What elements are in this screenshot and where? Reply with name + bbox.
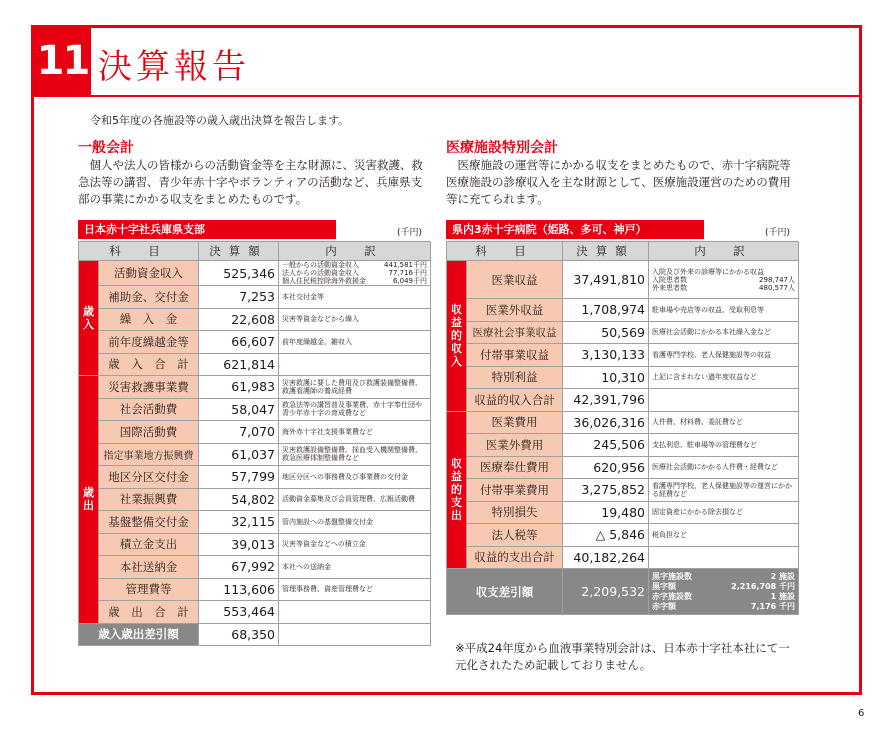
row-amount: 22,608 (199, 308, 279, 331)
row-note (279, 601, 431, 624)
row-amount: 245,506 (563, 434, 649, 457)
row-item: 社業振興費 (99, 488, 199, 511)
row-item: 災害救護事業費 (99, 376, 199, 399)
medical-difference-notes: 黒字施設数 2 施設 黒字額 2,216,708 千円 赤字施設数 1 施設 赤字額 7,176 千円 (649, 569, 799, 615)
row-amount: 66,607 (199, 331, 279, 354)
table-row (79, 601, 431, 624)
row-amount: 113,606 (199, 578, 279, 601)
row-item: 地区分区交付金 (99, 466, 199, 489)
row-amount: 525,346 (199, 261, 279, 286)
row-note: 管理事務費、資産管理費など (279, 578, 431, 601)
row-note (649, 546, 799, 569)
row-note: 医療社会活動にかかる人件費・経費など (649, 456, 799, 479)
row-amount: 61,983 (199, 376, 279, 399)
general-expense-label: 歳 出 (79, 376, 99, 624)
medical-expense-label: 収 益 的 支 出 (447, 411, 467, 569)
general-heading: 一般会計 (78, 140, 134, 156)
row-item: 活動資金収入 (99, 261, 199, 286)
row-amount: 621,814 (199, 353, 279, 376)
row-item: 法人税等 (467, 524, 563, 547)
general-difference-amount: 68,350 (199, 623, 279, 646)
row-item: 指定事業地方振興費 (99, 443, 199, 466)
row-amount: 553,464 (199, 601, 279, 624)
table-row (447, 456, 799, 479)
row-note (279, 353, 431, 376)
table-row (447, 501, 799, 524)
row-note: 看護専門学校、老人保健施設等の運営にかかる経費など (649, 479, 799, 502)
table-row (447, 546, 799, 569)
medical-table (446, 241, 799, 615)
row-item: 国際活動費 (99, 421, 199, 444)
table-row (79, 421, 431, 444)
row-amount: 10,310 (563, 366, 649, 389)
general-unit: (千円) (397, 228, 423, 238)
row-item: 医業外収益 (467, 299, 563, 322)
row-amount: 7,253 (199, 286, 279, 309)
row-amount: 54,802 (199, 488, 279, 511)
row-note: 災害等資金などから繰入 (279, 308, 431, 331)
table-row (447, 524, 799, 547)
table-row (79, 533, 431, 556)
general-difference-row (79, 623, 431, 646)
row-item: 本社送納金 (99, 556, 199, 579)
row-item: 補助金、交付金 (99, 286, 199, 309)
row-item: 歳 出 合 計 (99, 601, 199, 624)
table-row (79, 556, 431, 579)
row-amount: 37,491,810 (563, 261, 649, 299)
row-amount: 61,037 (199, 443, 279, 466)
table-row (447, 261, 799, 299)
general-header-row (79, 242, 431, 261)
table-row (79, 466, 431, 489)
row-item: 管理費等 (99, 578, 199, 601)
row-note: 活動資金募集及び会員管理費、広報活動費 (279, 488, 431, 511)
row-amount: 1,708,974 (563, 299, 649, 322)
row-note: 医療社会活動にかかる本社繰入金など (649, 321, 799, 344)
row-amount: 39,013 (199, 533, 279, 556)
table-row (447, 366, 799, 389)
row-item: 付帯事業収益 (467, 344, 563, 367)
row-note: 税負担など (649, 524, 799, 547)
medical-revenue-label: 収 益 的 収 入 (447, 261, 467, 412)
medical-difference-amount: 2,209,532 (563, 569, 649, 615)
row-item: 特別利益 (467, 366, 563, 389)
medical-header-amount: 決算額 (563, 242, 649, 261)
row-item: 基盤整備交付金 (99, 511, 199, 534)
row-note: 上記に含まれない過年度収益など (649, 366, 799, 389)
row-amount: 32,115 (199, 511, 279, 534)
row-item: 医療社会事業収益 (467, 321, 563, 344)
row-item: 前年度繰越金等 (99, 331, 199, 354)
table-row (79, 511, 431, 534)
row-note: 本社交付金等 (279, 286, 431, 309)
intro-text: 令和5年度の各施設等の歳入歳出決算を報告します。 (90, 114, 350, 127)
row-note: 管内施設への基盤整備交付金 (279, 511, 431, 534)
row-item: 社会活動費 (99, 398, 199, 421)
table-row (447, 434, 799, 457)
table-row (79, 286, 431, 309)
general-header-notes: 内 訳 (279, 242, 431, 261)
row-note (649, 389, 799, 412)
row-amount: 40,182,264 (563, 546, 649, 569)
row-amount: 19,480 (563, 501, 649, 524)
row-amount: 3,275,852 (563, 479, 649, 502)
row-item: 付帯事業費用 (467, 479, 563, 502)
medical-band: 県内3赤十字病院（姫路、多可、神戸） (446, 220, 704, 239)
row-note: 災害等資金などへの積立金 (279, 533, 431, 556)
general-paragraph: 個人や法人の皆様からの活動資金等を主な財源に、災害救護、救急法等の講習、青少年赤十字やボランティアの活動など、兵庫県支部の事業にかかる収支をまとめたものです。 (78, 158, 423, 206)
row-amount: 67,992 (199, 556, 279, 579)
row-amount: △ 5,846 (563, 524, 649, 547)
row-note: 人件費、材料費、委託費など (649, 411, 799, 434)
row-note: 災害救護に要した費用及び救護装備整備費、救護看護師の養成経費 (279, 376, 431, 399)
general-table (78, 241, 431, 646)
row-amount: 7,070 (199, 421, 279, 444)
row-note: 地区分区への事務費及び事業費の交付金 (279, 466, 431, 489)
table-row (447, 344, 799, 367)
table-row (79, 488, 431, 511)
row-note: 看護専門学校、老人保健施設等の収益 (649, 344, 799, 367)
medical-header-item: 科 目 (447, 242, 563, 261)
row-notes: 一般からの活動資金収入 441,581千円 法人からの活動資金収入 77,716千円 個人住民税控除海外救援金 6,049千円 (279, 261, 431, 286)
row-amount: 620,956 (563, 456, 649, 479)
row-amount: 58,047 (199, 398, 279, 421)
row-item: 積立金支出 (99, 533, 199, 556)
row-item: 医業外費用 (467, 434, 563, 457)
table-row (447, 321, 799, 344)
general-difference-label: 歳入歳出差引額 (79, 623, 199, 646)
general-header-amount: 決算額 (199, 242, 279, 261)
table-row (447, 299, 799, 322)
row-note: 前年度繰越金、雑収入 (279, 331, 431, 354)
row-note: 駐車場や売店等の収益、受取利息等 (649, 299, 799, 322)
row-note: 救急法等の講習普及事業費、赤十字奉仕団や青少年赤十字の育成費など (279, 398, 431, 421)
table-row (79, 578, 431, 601)
row-item: 医業収益 (467, 261, 563, 299)
row-item: 医療奉仕費用 (467, 456, 563, 479)
row-item: 医業費用 (467, 411, 563, 434)
row-item: 収益的支出合計 (467, 546, 563, 569)
general-revenue-label: 歳 入 (79, 261, 99, 376)
table-row (447, 389, 799, 412)
medical-paragraph: 医療施設の運営等にかかる収支をまとめたもので、赤十字病院等医療施設の診療収入を主な財源として、医療施設運営のための費用等に充てられます。 (446, 158, 791, 206)
table-row (79, 331, 431, 354)
table-row (447, 411, 799, 434)
row-amount: 3,130,133 (563, 344, 649, 367)
row-note: 本社への送納金 (279, 556, 431, 579)
general-difference-blank (279, 623, 431, 646)
medical-difference-row (447, 569, 799, 615)
table-row (79, 353, 431, 376)
table-row (79, 308, 431, 331)
section-title: 決算報告 (98, 47, 250, 87)
page-number: 6 (858, 708, 865, 719)
row-item: 歳 入 合 計 (99, 353, 199, 376)
medical-difference-label: 収支差引額 (447, 569, 563, 615)
row-item: 繰 入 金 (99, 308, 199, 331)
section-number: 11 (34, 28, 91, 95)
row-note: 海外赤十字社支援事業費など (279, 421, 431, 444)
row-item: 特別損失 (467, 501, 563, 524)
row-amount: 50,569 (563, 321, 649, 344)
medical-header-notes: 内 訳 (649, 242, 799, 261)
general-band: 日本赤十字社兵庫県支部 (78, 220, 336, 239)
row-note: 災害救護設備整備費、採血受入機関整備費、救急医療体制整備費など (279, 443, 431, 466)
row-item: 収益的収入合計 (467, 389, 563, 412)
row-notes: 入院及び外来の診療等にかかる収益 入院患者数 298,747人 外来患者数 480,577人 (649, 261, 799, 299)
section-header (34, 28, 859, 97)
row-amount: 42,391,796 (563, 389, 649, 412)
table-row (447, 479, 799, 502)
table-row (79, 398, 431, 421)
general-header-item: 科 目 (79, 242, 199, 261)
table-row (79, 261, 431, 286)
row-amount: 36,026,316 (563, 411, 649, 434)
medical-header-row (447, 242, 799, 261)
row-note: 固定資産にかかる除去損など (649, 501, 799, 524)
table-row (79, 376, 431, 399)
row-note: 支払利息、駐車場等の管理費など (649, 434, 799, 457)
medical-unit: (千円) (765, 228, 791, 238)
table-row (79, 443, 431, 466)
medical-heading: 医療施設特別会計 (446, 140, 558, 156)
row-amount: 57,799 (199, 466, 279, 489)
footnote: ※平成24年度から血液事業特別会計は、日本赤十字社本社にて一元化されたため記載しておりません。 (455, 641, 790, 672)
